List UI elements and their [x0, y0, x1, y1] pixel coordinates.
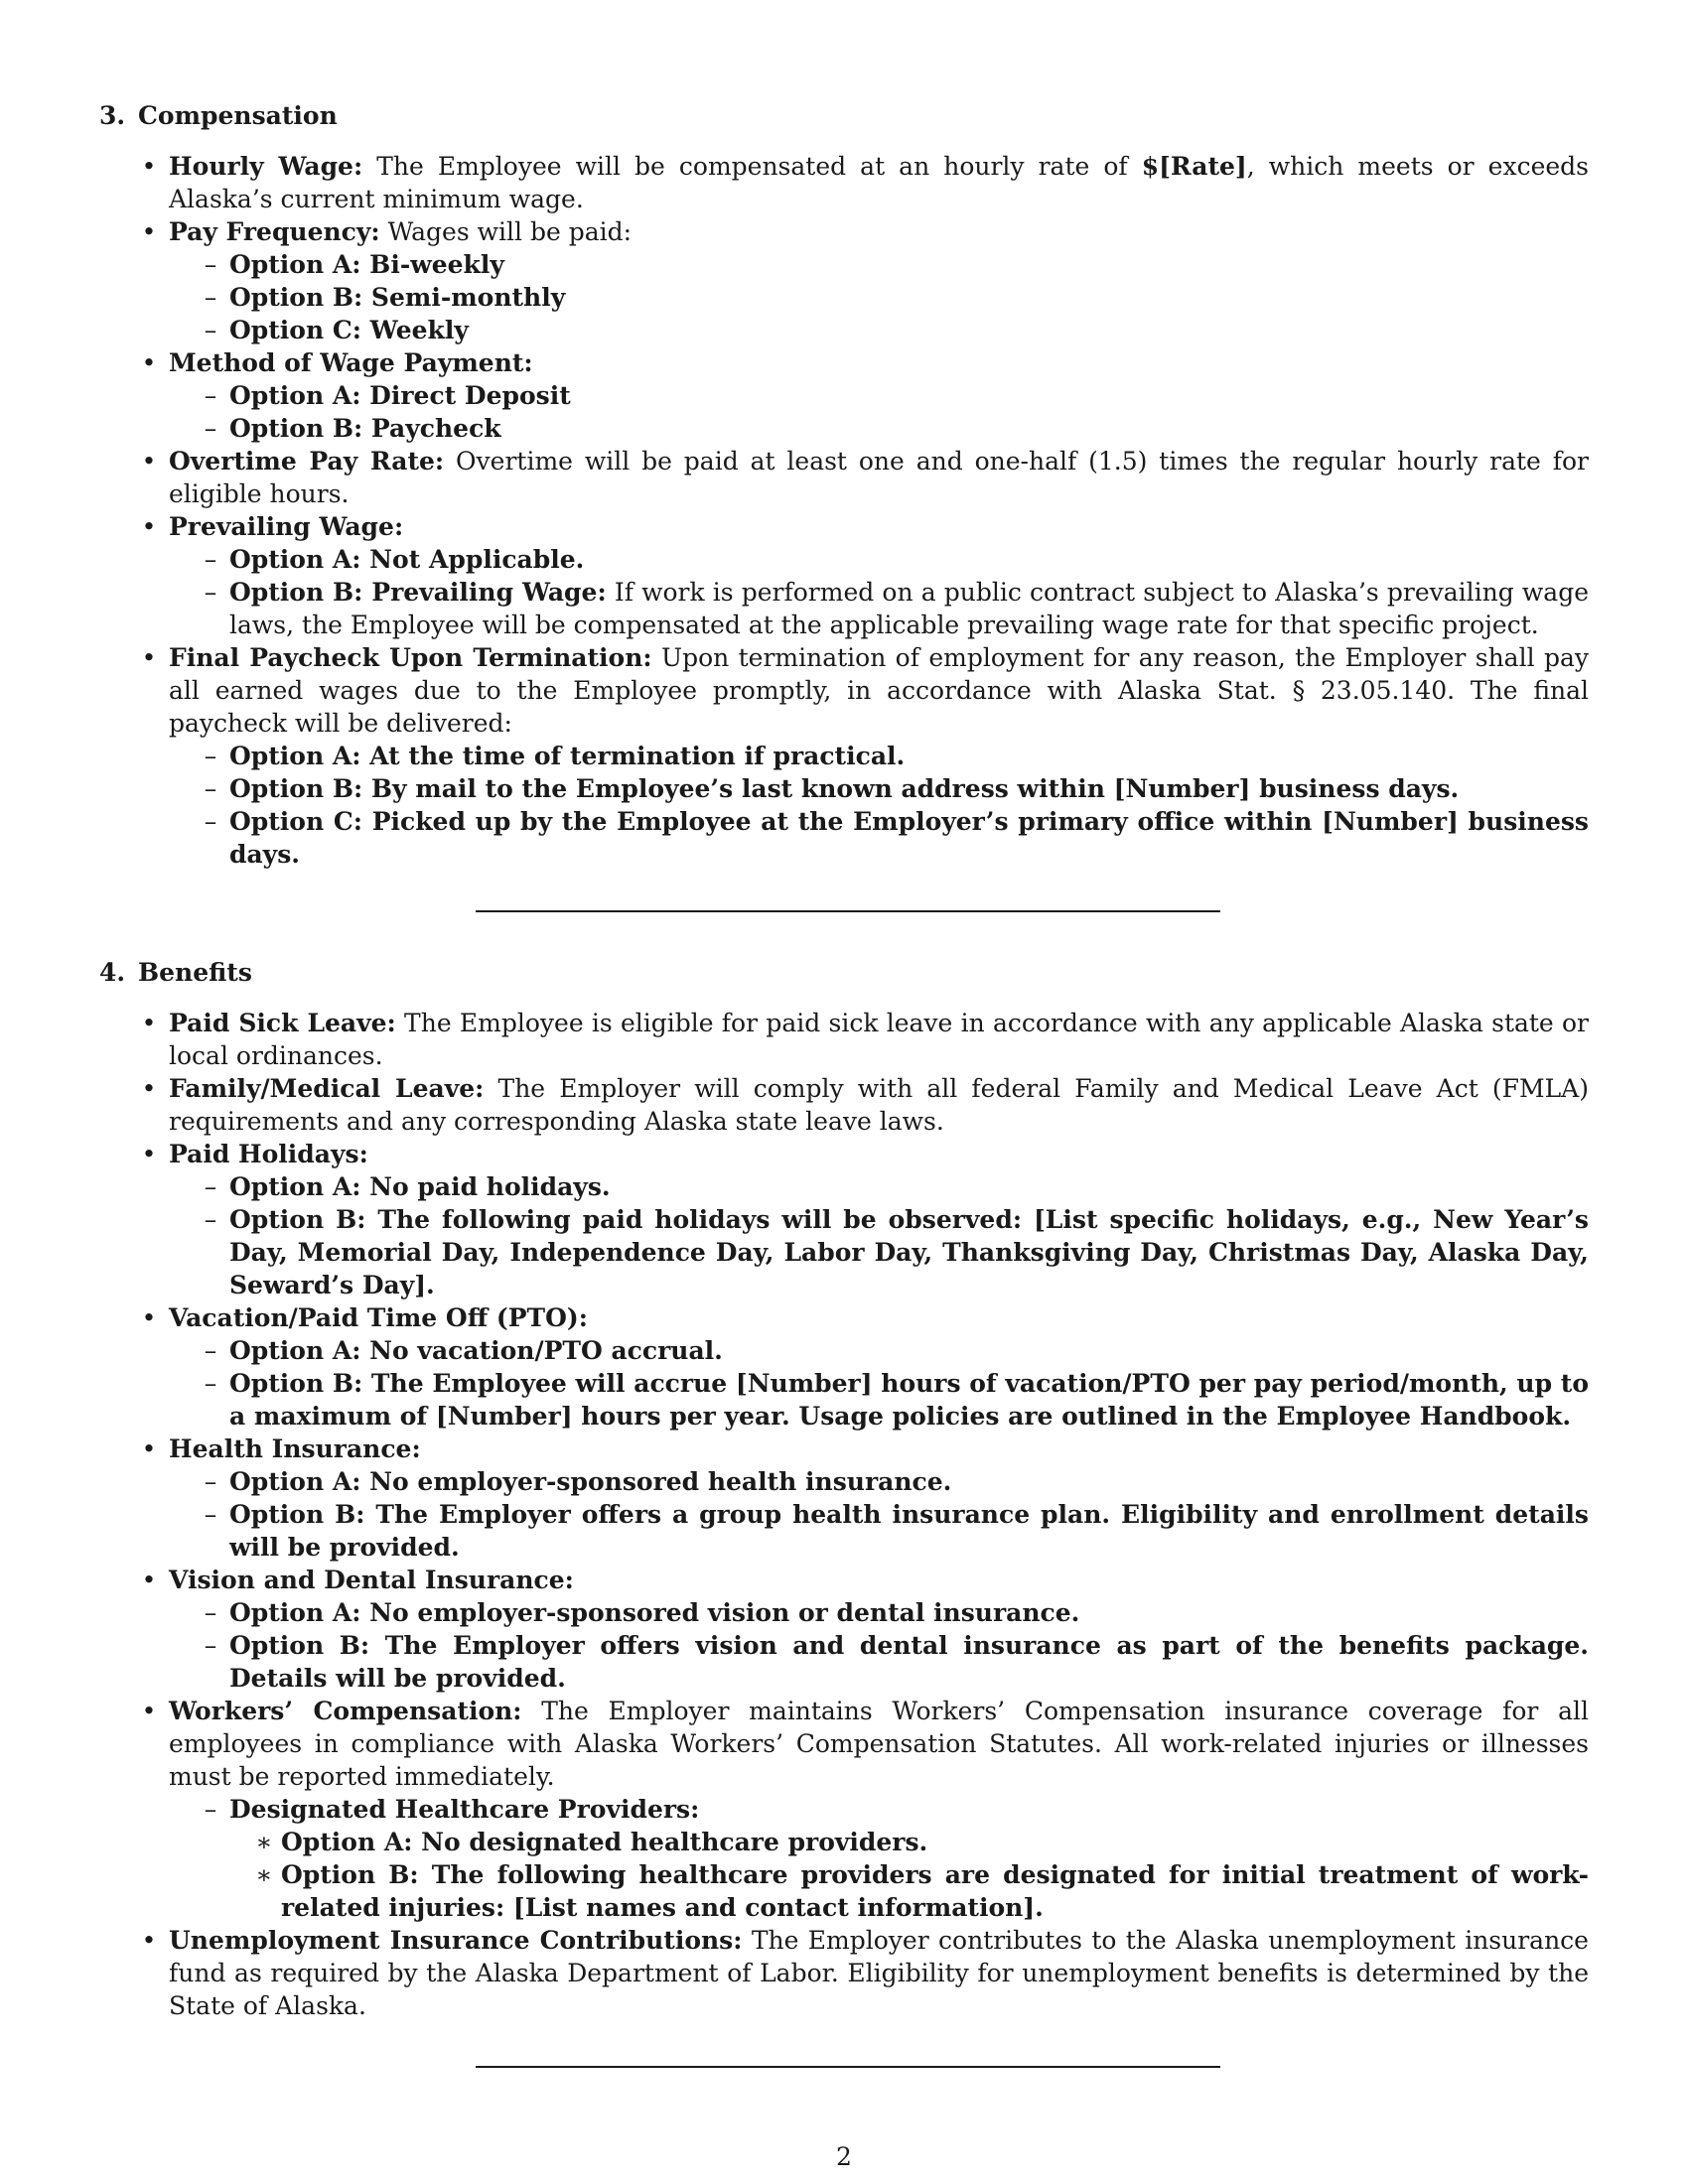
- option-list: [199, 740, 1589, 871]
- dash-marker: –: [204, 414, 217, 443]
- section-heading-compensation: [99, 99, 1589, 132]
- option-text: Option B: The Employer offers vision and dental insurance as part of the benefits package. Details will be provided.: [229, 1631, 1589, 1693]
- option-text: Option B: The following healthcare providers are designated for initial treatment of work-related injuries: [List names and contact information].: [281, 1860, 1589, 1922]
- option-label: Option B: Prevailing Wage:: [229, 578, 607, 607]
- item-label: Vision and Dental Insurance:: [169, 1566, 574, 1594]
- option-item: [199, 1334, 1589, 1367]
- option-list: [199, 543, 1589, 641]
- dash-marker: –: [204, 250, 217, 279]
- option-item: [199, 412, 1589, 445]
- item-text: Wages will be paid:: [379, 217, 633, 246]
- option-item: [199, 1367, 1589, 1433]
- bullet-marker: •: [141, 1434, 157, 1463]
- dash-marker: –: [204, 316, 217, 344]
- list-item-sick-leave: [139, 1007, 1589, 1072]
- item-text: The Employee will be compensated at an hourly rate of: [362, 152, 1142, 181]
- option-item: [199, 576, 1589, 641]
- list-item-final-paycheck: [139, 641, 1589, 871]
- compensation-list: [139, 150, 1589, 871]
- option-item: [199, 248, 1589, 281]
- option-list: [199, 1334, 1589, 1433]
- bullet-marker: •: [141, 152, 157, 181]
- dash-marker: –: [204, 1500, 217, 1529]
- list-item-hourly-wage: [139, 150, 1589, 215]
- sub-option-item: [254, 1858, 1589, 1924]
- option-item: [199, 281, 1589, 314]
- dash-marker: –: [204, 1205, 217, 1234]
- list-item-health-insurance: [139, 1433, 1589, 1564]
- document-page: [99, 99, 1589, 2068]
- option-text: Option A: Not Applicable.: [229, 545, 585, 574]
- bullet-marker: •: [141, 1303, 157, 1332]
- option-item: [199, 314, 1589, 346]
- horizontal-rule: [476, 910, 1220, 912]
- dash-marker: –: [204, 381, 217, 410]
- option-text: Option B: Semi-monthly: [229, 283, 566, 312]
- option-item: [199, 1465, 1589, 1498]
- option-text: Option A: No vacation/PTO accrual.: [229, 1336, 723, 1365]
- option-label: Designated Healthcare Providers:: [229, 1795, 700, 1824]
- list-item-vision-dental: [139, 1564, 1589, 1695]
- list-item-paid-holidays: [139, 1138, 1589, 1301]
- dash-marker: –: [204, 807, 217, 836]
- option-text: Option B: Paycheck: [229, 414, 501, 443]
- bullet-marker: •: [141, 1009, 157, 1037]
- option-item: [199, 1170, 1589, 1203]
- option-text: Option A: Direct Deposit: [229, 381, 571, 410]
- item-label: Overtime Pay Rate:: [169, 447, 445, 476]
- option-item: [199, 1629, 1589, 1695]
- option-text: Option C: Picked up by the Employee at the Employer’s primary office within [Number] business days.: [229, 807, 1589, 869]
- item-label: Method of Wage Payment:: [169, 348, 533, 377]
- bullet-marker: •: [141, 447, 157, 476]
- horizontal-rule: [476, 2066, 1220, 2068]
- option-item: [199, 1596, 1589, 1629]
- option-item: [199, 543, 1589, 576]
- option-text: Option B: The Employer offers a group health insurance plan. Eligibility and enrollment details will be provided.: [229, 1500, 1589, 1562]
- dash-marker: –: [204, 1467, 217, 1496]
- list-item-method-of-payment: [139, 346, 1589, 445]
- section-heading-benefits: [99, 956, 1589, 989]
- item-text: , which meets or exceeds Alaska’s current minimum wage.: [169, 152, 1589, 213]
- option-item: [199, 805, 1589, 871]
- star-marker: ∗: [255, 1860, 273, 1889]
- section-title: Benefits: [138, 958, 252, 987]
- dash-marker: –: [204, 545, 217, 574]
- option-item: [199, 740, 1589, 772]
- sub-option-list: [254, 1826, 1589, 1924]
- option-text: If work is performed on a public contract subject to Alaska’s prevailing wage laws, the Employee will be compensated at the applicable prevailing wage rate for that specific project.: [229, 578, 1590, 639]
- list-item-workers-comp: [139, 1695, 1589, 1924]
- item-label: Vacation/Paid Time Off (PTO):: [169, 1303, 588, 1332]
- option-list: [199, 1170, 1589, 1301]
- bullet-marker: •: [141, 1074, 157, 1103]
- item-label: Family/Medical Leave:: [169, 1074, 485, 1103]
- dash-marker: –: [204, 1172, 217, 1201]
- item-text: The Employee is eligible for paid sick leave in accordance with any applicable Alaska state or local ordinances.: [169, 1009, 1589, 1070]
- item-label: Hourly Wage:: [169, 152, 363, 181]
- bullet-marker: •: [141, 512, 157, 541]
- option-text: Option A: No designated healthcare providers.: [281, 1828, 928, 1856]
- option-text: Option A: No employer-sponsored health insurance.: [229, 1467, 952, 1496]
- option-list: [199, 379, 1589, 445]
- option-text: Option B: The Employee will accrue [Number] hours of vacation/PTO per pay period/month, up to a maximum of [Number] hours per year. Usage policies are outlined in the Employee Handbook.: [229, 1369, 1589, 1431]
- item-label: Health Insurance:: [169, 1434, 421, 1463]
- bullet-marker: •: [141, 217, 157, 246]
- option-item: [199, 1498, 1589, 1564]
- item-label: Pay Frequency:: [169, 217, 380, 246]
- dash-marker: –: [204, 742, 217, 770]
- list-item-overtime: [139, 445, 1589, 510]
- item-text: The Employer contributes to the Alaska unemployment insurance fund as required by the Alaska Department of Labor. Eligibility for unemployment benefits is determined by the State of Alaska.: [169, 1926, 1589, 2020]
- dash-marker: –: [204, 1598, 217, 1627]
- list-item-pay-frequency: [139, 215, 1589, 346]
- list-item-vacation: [139, 1301, 1589, 1433]
- bullet-marker: •: [141, 1140, 157, 1168]
- option-text: Option B: By mail to the Employee’s last known address within [Number] business days.: [229, 774, 1460, 803]
- list-item-prevailing-wage: [139, 510, 1589, 641]
- star-marker: ∗: [255, 1828, 273, 1856]
- option-item: [199, 772, 1589, 805]
- item-text: The Employer will comply with all federal Family and Medical Leave Act (FMLA) requirements and any corresponding Alaska state leave laws.: [169, 1074, 1589, 1136]
- option-item: [199, 1203, 1589, 1301]
- bullet-marker: •: [141, 1697, 157, 1725]
- dash-marker: –: [204, 774, 217, 803]
- option-text: Option A: No paid holidays.: [229, 1172, 611, 1201]
- item-label: Prevailing Wage:: [169, 512, 404, 541]
- option-item: [199, 1793, 1589, 1924]
- bullet-marker: •: [141, 1926, 157, 1955]
- section-number: 3.: [99, 101, 126, 130]
- item-text: The Employer maintains Workers’ Compensation insurance coverage for all employees in compliance with Alaska Workers’ Compensation Statutes. All work-related injuries or illnesses must be reported immediately.: [169, 1697, 1589, 1791]
- dash-marker: –: [204, 1631, 217, 1660]
- list-item-unemployment: [139, 1924, 1589, 2022]
- item-label: Paid Sick Leave:: [169, 1009, 396, 1037]
- option-item: [199, 379, 1589, 412]
- list-item-family-leave: [139, 1072, 1589, 1138]
- dash-marker: –: [204, 1795, 217, 1824]
- option-list: [199, 248, 1589, 346]
- item-label: Final Paycheck Upon Termination:: [169, 643, 652, 672]
- dash-marker: –: [204, 283, 217, 312]
- page-number: 2: [836, 2142, 852, 2171]
- item-label: Paid Holidays:: [169, 1140, 368, 1168]
- section-title: Compensation: [138, 101, 338, 130]
- option-text: Option A: No employer-sponsored vision or dental insurance.: [229, 1598, 1080, 1627]
- rate-placeholder: $[Rate]: [1141, 152, 1247, 181]
- option-text: Option C: Weekly: [229, 316, 469, 344]
- option-list: [199, 1596, 1589, 1695]
- item-label: Unemployment Insurance Contributions:: [169, 1926, 743, 1955]
- dash-marker: –: [204, 578, 217, 607]
- option-text: Option A: At the time of termination if practical.: [229, 742, 906, 770]
- option-list: [199, 1793, 1589, 1924]
- item-label: Workers’ Compensation:: [169, 1697, 522, 1725]
- option-list: [199, 1465, 1589, 1564]
- bullet-marker: •: [141, 1566, 157, 1594]
- option-text: Option B: The following paid holidays will be observed: [List specific holidays, e.g., New Year’s Day, Memorial Day, Independence Day, Labor Day, Thanksgiving Day, Christmas Day, Alaska Day, Seward’s Day].: [229, 1205, 1589, 1299]
- item-text: Overtime will be paid at least one and one-half (1.5) times the regular hourly rate for eligible hours.: [169, 447, 1589, 508]
- dash-marker: –: [204, 1336, 217, 1365]
- dash-marker: –: [204, 1369, 217, 1398]
- bullet-marker: •: [141, 643, 157, 672]
- option-text: Option A: Bi-weekly: [229, 250, 504, 279]
- item-text: Upon termination of employment for any reason, the Employer shall pay all earned wages due to the Employee promptly, in accordance with Alaska Stat. § 23.05.140. The final paycheck will be delivered:: [169, 643, 1589, 738]
- section-number: 4.: [99, 958, 126, 987]
- bullet-marker: •: [141, 348, 157, 377]
- sub-option-item: [254, 1826, 1589, 1858]
- benefits-list: [139, 1007, 1589, 2022]
